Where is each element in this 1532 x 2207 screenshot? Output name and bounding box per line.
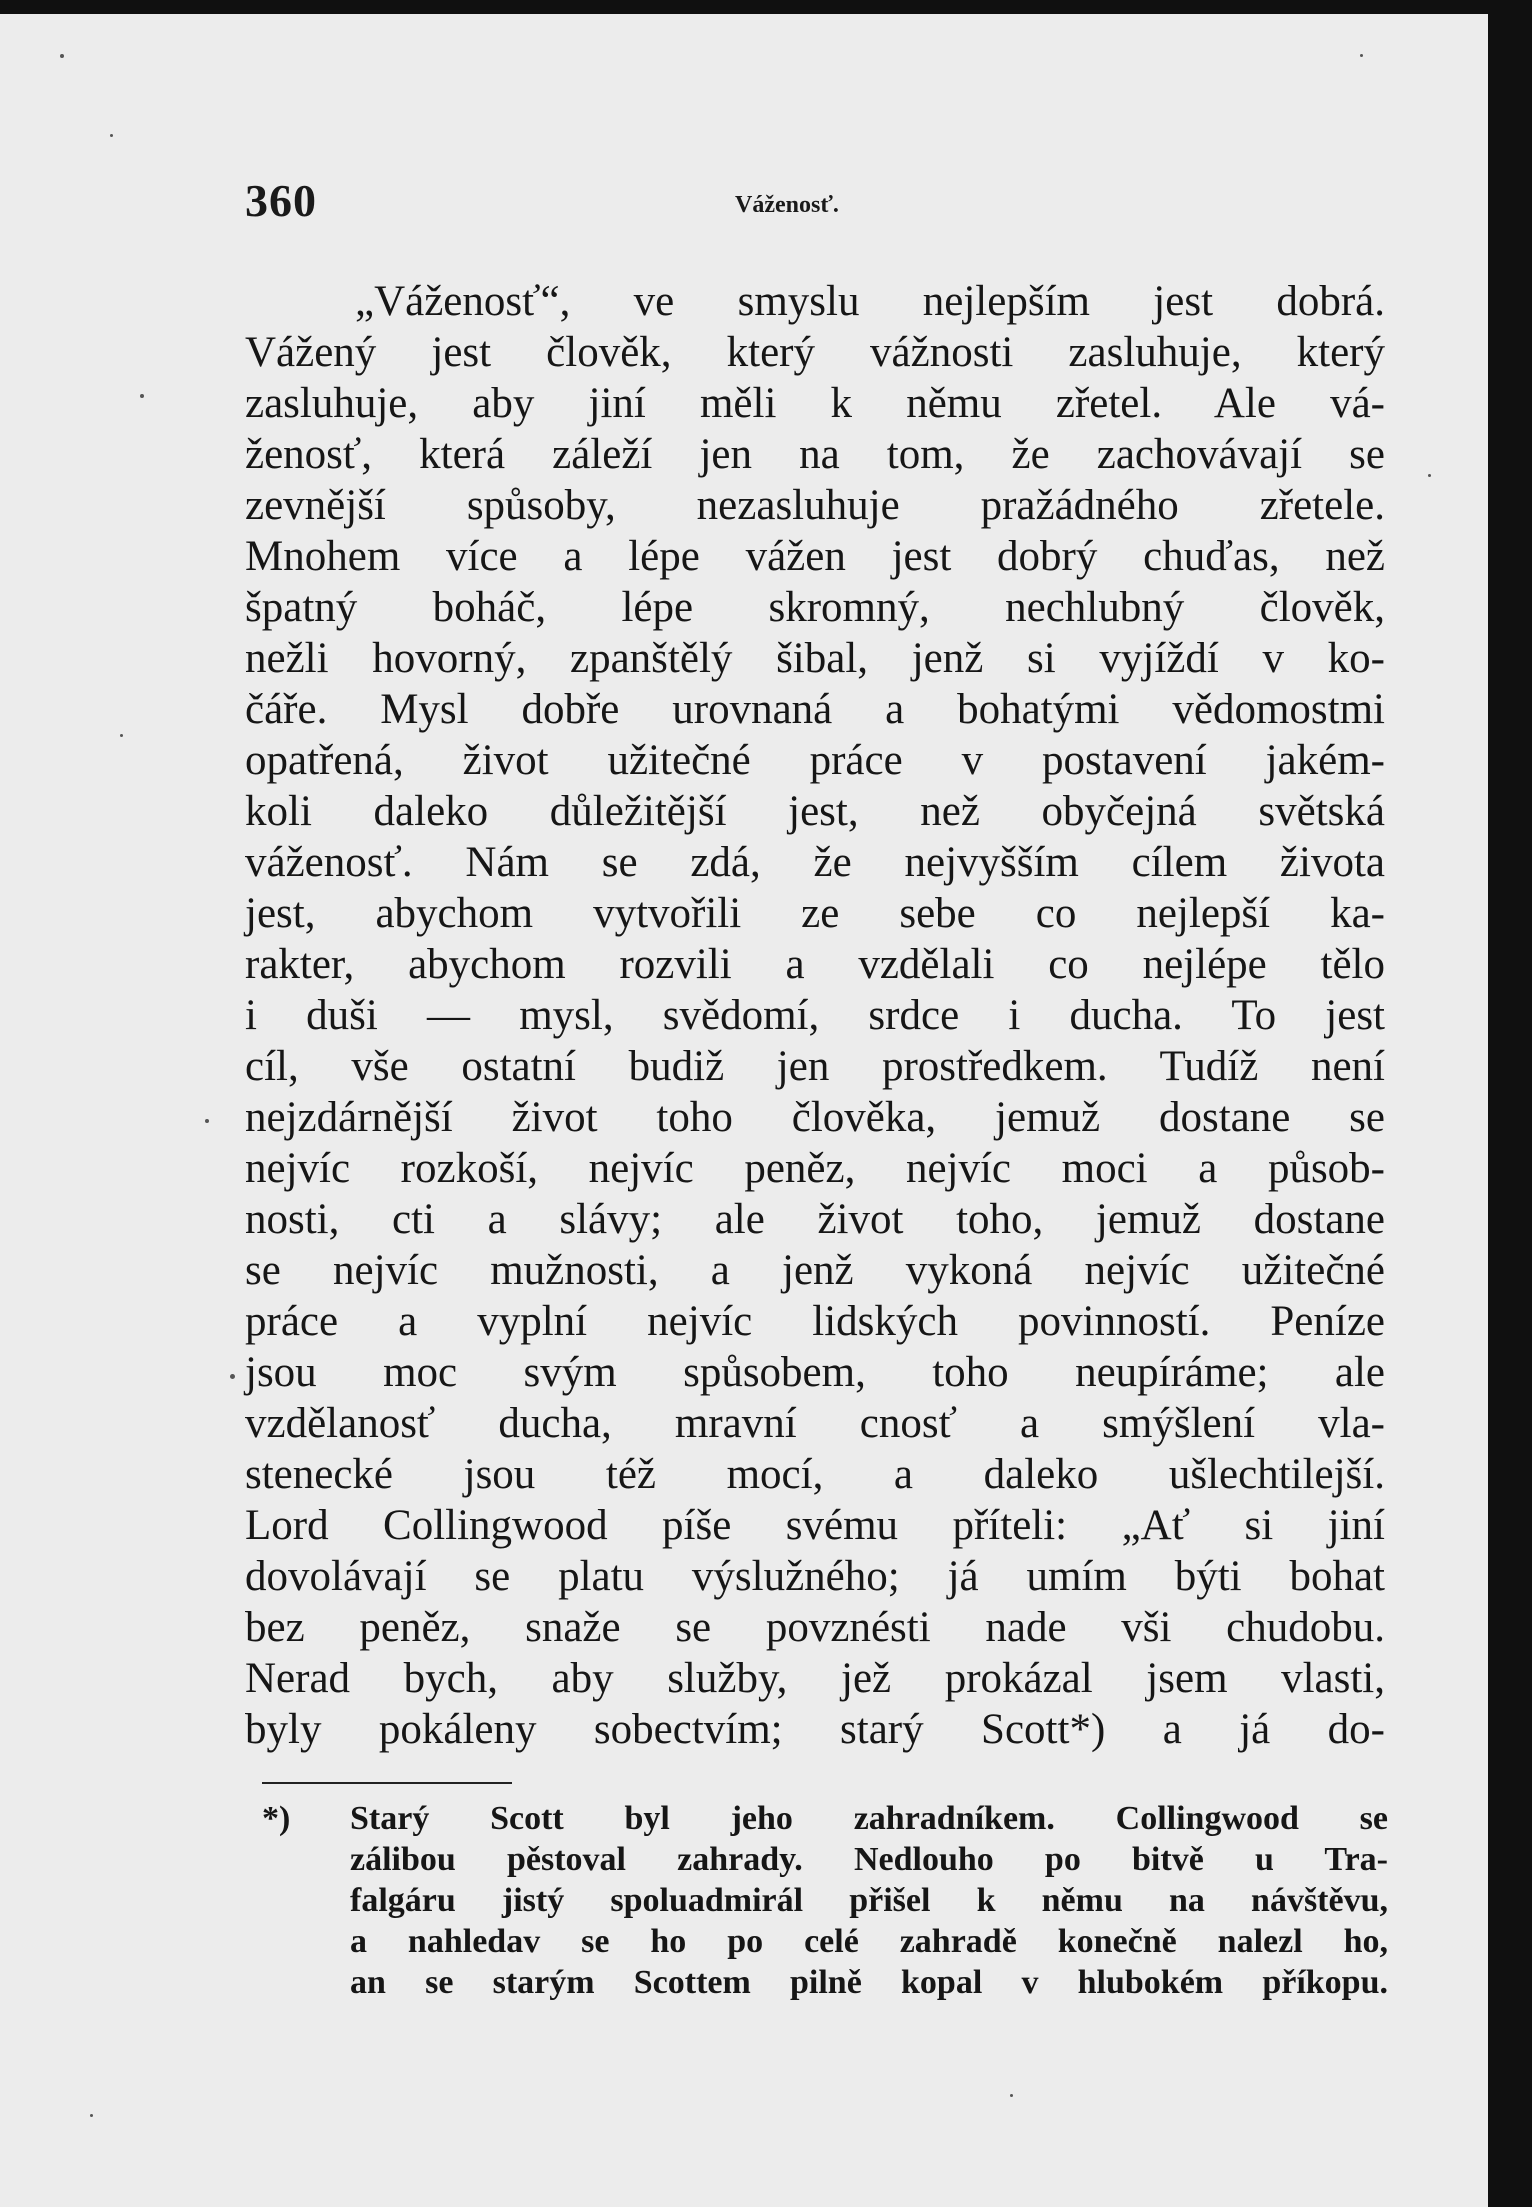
scan-speck — [90, 2114, 93, 2117]
text-line: nejvíc rozkoší, nejvíc peněz, nejvíc moci a působ- — [245, 1145, 1385, 1192]
text-line: zevnější spůsoby, nezasluhuje pražádného zřetele. — [245, 482, 1385, 529]
footnote-line: zálibou pěstoval zahrady. Nedlouho po bitvě u Tra- — [350, 1841, 1388, 1878]
text-line: dovolávají se platu výslužného; já umím býti bohat — [245, 1553, 1385, 1600]
text-line: i duši — mysl, svědomí, srdce i ducha. To jest — [245, 992, 1385, 1039]
scan-speck — [230, 1374, 235, 1379]
text-line: špatný boháč, lépe skromný, nechlubný člověk, — [245, 584, 1385, 631]
scan-top-border — [0, 0, 1532, 14]
footnote-line: falgáru jistý spoluadmirál přišel k němu na návštěvu, — [350, 1882, 1388, 1919]
text-line: opatřená, život užitečné práce v postavení jakém- — [245, 737, 1385, 784]
scan-speck — [205, 1119, 209, 1123]
text-line: stenecké jsou též mocí, a daleko ušlechtilejší. — [245, 1451, 1385, 1498]
book-page — [0, 14, 1488, 2207]
running-head: Váženosť. — [735, 192, 839, 218]
footnote-line: an se starým Scottem pilně kopal v hlubokém příkopu. — [350, 1964, 1388, 2001]
scan-speck — [110, 134, 113, 137]
text-line: koli daleko důležitější jest, než obyčejná světská — [245, 788, 1385, 835]
text-line: jest, abychom vytvořili ze sebe co nejlepší ka- — [245, 890, 1385, 937]
page-header — [245, 174, 1385, 244]
text-line: nežli hovorný, zpanštělý šibal, jenž si vyjíždí v ko- — [245, 635, 1385, 682]
text-line: bez peněz, snaže se povznésti nade vši chudobu. — [245, 1604, 1385, 1651]
scan-speck — [120, 734, 123, 737]
text-line: byly pokáleny sobectvím; starý Scott*) a já do- — [245, 1706, 1385, 1753]
text-line: Mnohem více a lépe vážen jest dobrý chuďas, než — [245, 533, 1385, 580]
text-line: čáře. Mysl dobře urovnaná a bohatými vědomostmi — [245, 686, 1385, 733]
text-line: práce a vyplní nejvíc lidských povinností. Peníze — [245, 1298, 1385, 1345]
footnote-line — [262, 1798, 1388, 1839]
scan-speck — [1360, 54, 1363, 57]
text-line: cíl, vše ostatní budiž jen prostředkem. Tudíž není — [245, 1043, 1385, 1090]
text-line: ženosť, která záleží jen na tom, že zachovávají se — [245, 431, 1385, 478]
footnote-text: Starý Scott byl jeho zahradníkem. Collingwood se — [350, 1800, 1388, 1837]
text-line: nosti, cti a slávy; ale život toho, jemuž dostane — [245, 1196, 1385, 1243]
footnote-marker: *) — [262, 1800, 291, 1837]
text-line: se nejvíc mužnosti, a jenž vykoná nejvíc užitečné — [245, 1247, 1385, 1294]
footnote-separator — [262, 1782, 512, 1784]
text-line: váženosť. Nám se zdá, že nejvyšším cílem života — [245, 839, 1385, 886]
scan-speck — [140, 394, 144, 398]
scan-speck — [1428, 474, 1431, 477]
text-line: rakter, abychom rozvili a vzdělali co nejlépe tělo — [245, 941, 1385, 988]
text-line: Vážený jest člověk, který vážnosti zasluhuje, který — [245, 329, 1385, 376]
text-line: „Váženosť“, ve smyslu nejlepším jest dobrá. — [355, 278, 1385, 325]
scan-speck — [60, 54, 64, 58]
text-line: vzdělanosť ducha, mravní cnosť a smýšlení vla- — [245, 1400, 1385, 1447]
body-text — [245, 276, 1385, 1755]
page-number: 360 — [245, 175, 317, 226]
text-line: nejzdárnější život toho člověka, jemuž dostane se — [245, 1094, 1385, 1141]
text-line: zasluhuje, aby jiní měli k němu zřetel. Ale vá- — [245, 380, 1385, 427]
scan-right-border — [1488, 0, 1532, 2207]
scan-speck — [1010, 2094, 1013, 2097]
footnote — [262, 1798, 1388, 2003]
text-line: Lord Collingwood píše svému příteli: „Ať si jiní — [245, 1502, 1385, 1549]
text-line: Nerad bych, aby služby, jež prokázal jsem vlasti, — [245, 1655, 1385, 1702]
footnote-line: a nahledav se ho po celé zahradě konečně nalezl ho, — [350, 1923, 1388, 1960]
text-line: jsou moc svým spůsobem, toho neupíráme; ale — [245, 1349, 1385, 1396]
